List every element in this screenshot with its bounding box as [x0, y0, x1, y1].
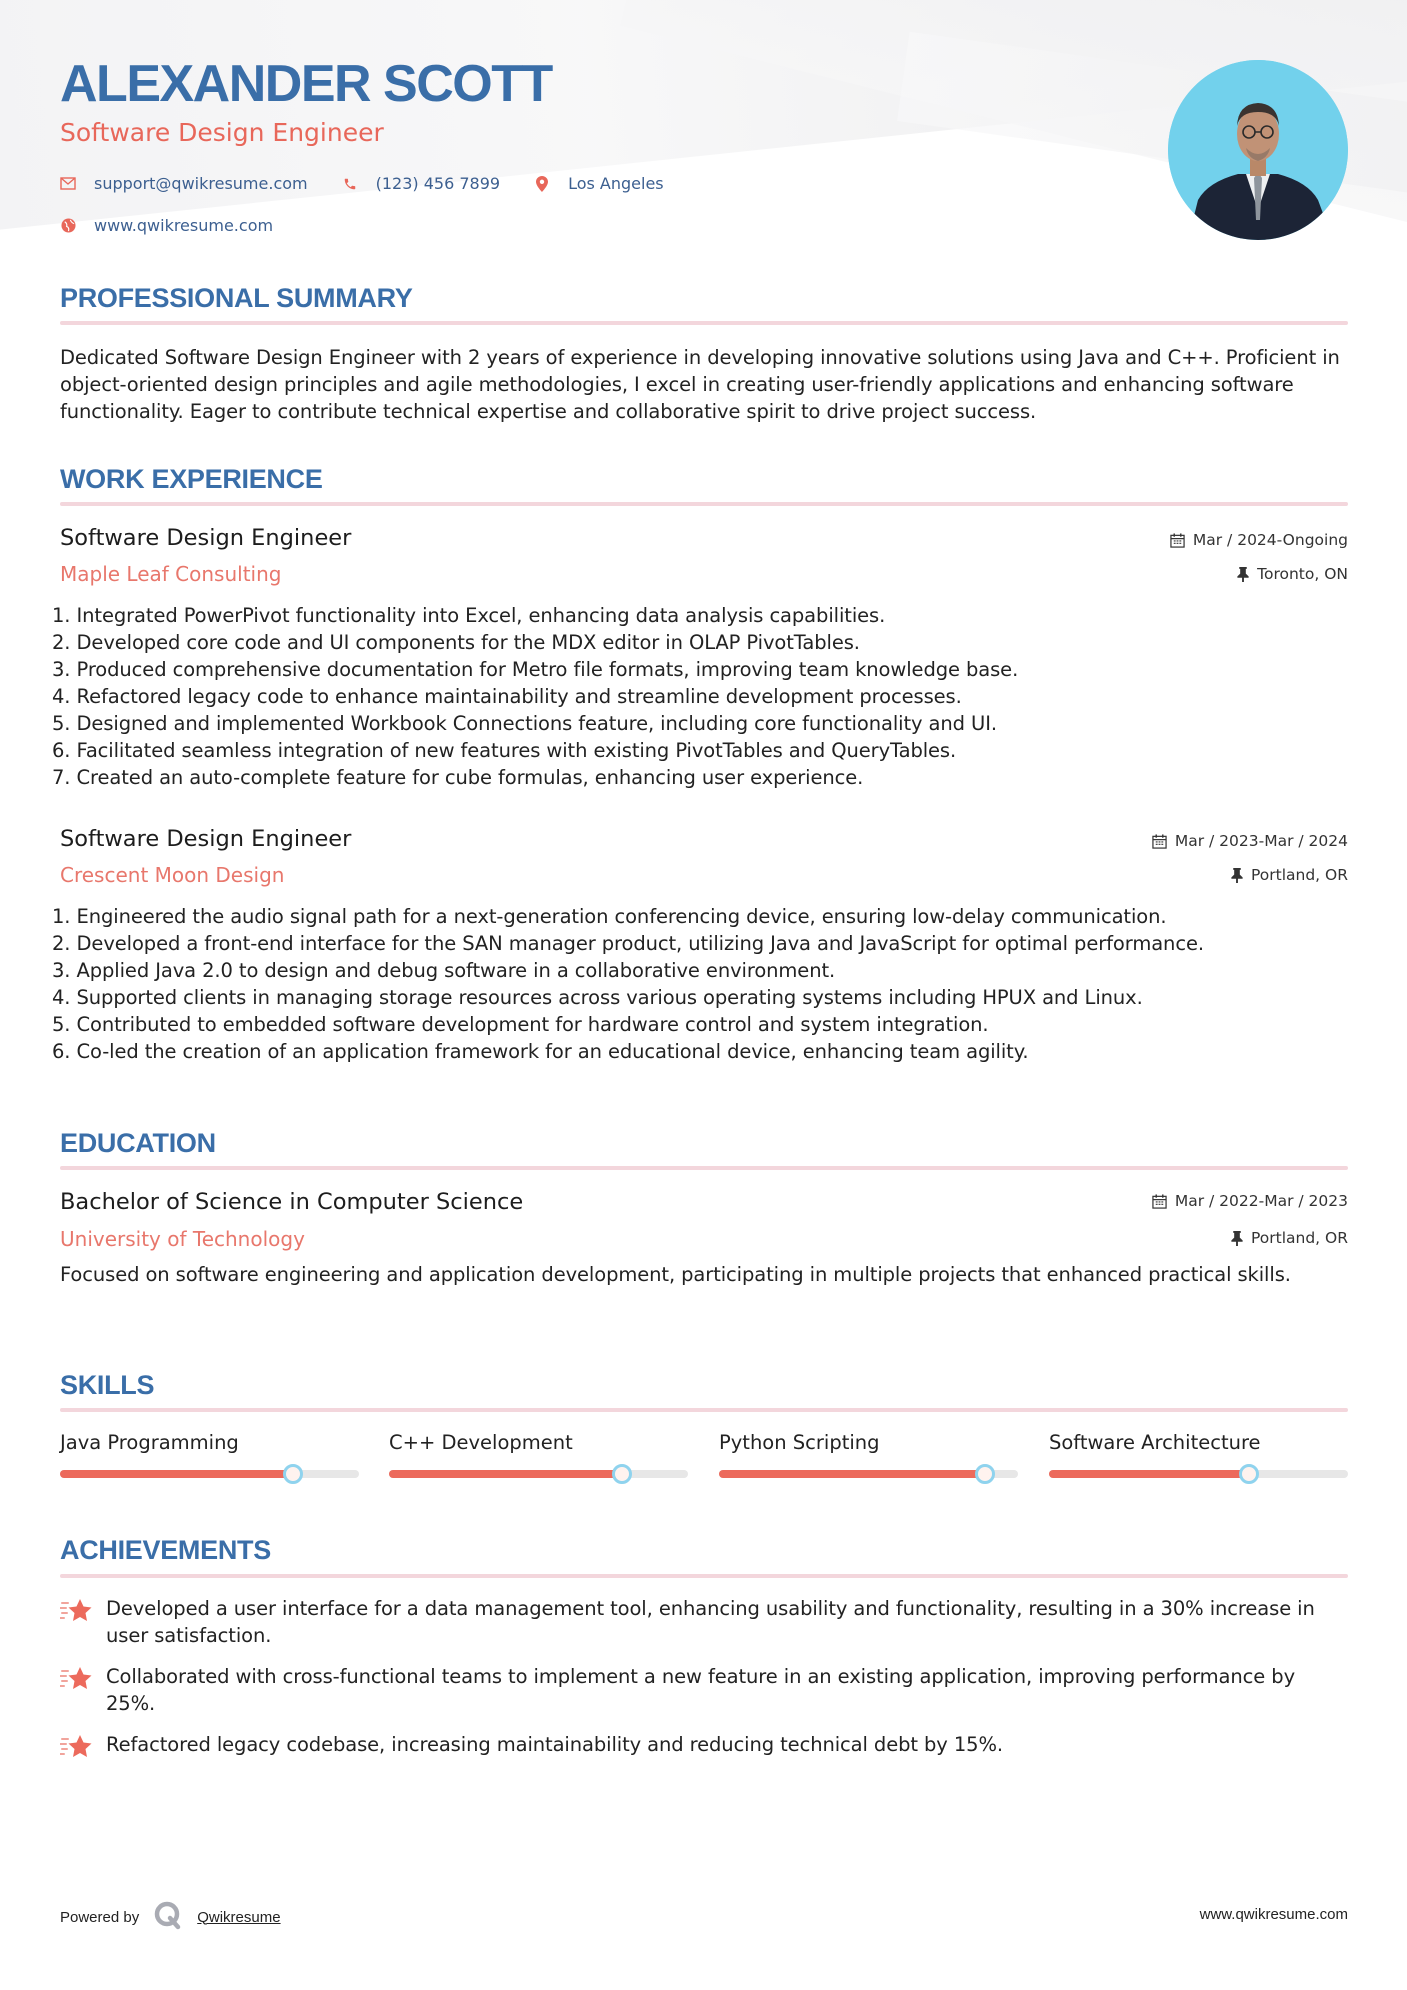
- bullet-item: 1. Engineered the audio signal path for a next-generation conferencing device, ensuring low-delay communication.: [52, 905, 1167, 928]
- footer-website[interactable]: www.qwikresume.com: [1199, 1906, 1348, 1923]
- powered-by-label: Powered by: [60, 1908, 140, 1926]
- section-title-skills: SKILLS: [60, 1370, 155, 1400]
- contact-row: [60, 174, 698, 193]
- job-bullets: [52, 903, 1352, 1065]
- skill-architecture: [1049, 1433, 1348, 1453]
- calendar-icon: [1170, 533, 1185, 548]
- achievement-item: [60, 1663, 1350, 1717]
- job-dates: [1152, 834, 1348, 850]
- bullet-item: 6. Co-led the creation of an application framework for an educational device, enhancing team agility.: [52, 1040, 1029, 1063]
- skill-knob: [283, 1464, 303, 1484]
- pushpin-icon: [1231, 868, 1243, 883]
- star-icon: [60, 1665, 96, 1717]
- job-title: Software Design Engineer: [60, 826, 352, 852]
- star-icon: [60, 1733, 96, 1765]
- skill-knob: [975, 1464, 995, 1484]
- pushpin-icon: [1231, 1231, 1243, 1246]
- skill-label: Java Programming: [60, 1431, 239, 1454]
- job-dates-text: Mar / 2024-Ongoing: [1192, 531, 1348, 549]
- skill-java: [60, 1433, 359, 1453]
- skill-knob: [612, 1464, 632, 1484]
- education-location: [1231, 1231, 1348, 1247]
- calendar-icon: [1152, 834, 1167, 849]
- skill-meter: [719, 1470, 1018, 1478]
- email-text: support@qwikresume.com: [94, 174, 308, 193]
- website-text: www.qwikresume.com: [94, 216, 274, 235]
- candidate-name: ALEXANDER SCOTT: [60, 55, 552, 113]
- bullet-item: 5. Contributed to embedded software development for hardware control and system integration.: [52, 1013, 989, 1036]
- location-text: Los Angeles: [568, 174, 664, 193]
- skill-fill: [389, 1470, 622, 1478]
- job-dates: [1170, 533, 1348, 549]
- bullet-item: 3. Produced comprehensive documentation for Metro file formats, improving team knowledge base.: [52, 658, 1019, 681]
- section-title-summary: PROFESSIONAL SUMMARY: [60, 283, 413, 313]
- education-dates: [1152, 1194, 1348, 1210]
- achievement-text: Developed a user interface for a data management tool, enhancing usability and functionality, resulting in a 30% increase in user satisfaction.: [106, 1597, 1315, 1647]
- section-divider: [60, 1408, 1348, 1412]
- school-name: University of Technology: [60, 1227, 305, 1251]
- section-title-education: EDUCATION: [60, 1128, 216, 1158]
- contact-phone[interactable]: [342, 174, 500, 193]
- skill-cpp: [389, 1433, 688, 1453]
- bullet-item: 3. Applied Java 2.0 to design and debug software in a collaborative environment.: [52, 959, 836, 982]
- achievement-text: Collaborated with cross-functional teams to implement a new feature in an existing application, improving performance by 25%.: [106, 1665, 1296, 1715]
- section-divider: [60, 1166, 1348, 1170]
- degree-title: Bachelor of Science in Computer Science: [60, 1189, 524, 1215]
- contact-location: [534, 174, 664, 193]
- company-name: Maple Leaf Consulting: [60, 562, 282, 586]
- qwikresume-logo-icon: [153, 1900, 183, 1934]
- job-title: Software Design Engineer: [60, 525, 352, 551]
- calendar-icon: [1152, 1194, 1167, 1209]
- job-location: [1231, 868, 1348, 884]
- section-divider: [60, 502, 1348, 506]
- education-location-text: Portland, OR: [1250, 1229, 1348, 1247]
- qwikresume-link[interactable]: Qwikresume: [197, 1908, 281, 1926]
- achievement-item: [60, 1595, 1350, 1649]
- education-dates-text: Mar / 2022-Mar / 2023: [1174, 1192, 1348, 1210]
- bullet-item: 4. Supported clients in managing storage resources across various operating systems including HPUX and Linux.: [52, 986, 1143, 1009]
- bullet-item: 4. Refactored legacy code to enhance maintainability and streamline development processes.: [52, 685, 962, 708]
- section-divider: [60, 321, 1348, 325]
- achievement-item: [60, 1731, 1350, 1765]
- job-dates-text: Mar / 2023-Mar / 2024: [1174, 832, 1348, 850]
- globe-icon: [60, 218, 76, 234]
- skill-label: Software Architecture: [1049, 1431, 1261, 1454]
- contact-row-2: [60, 216, 307, 235]
- job-location-text: Portland, OR: [1250, 866, 1348, 884]
- skill-knob: [1239, 1464, 1259, 1484]
- skill-label: Python Scripting: [719, 1431, 880, 1454]
- contact-website[interactable]: [60, 216, 273, 235]
- bullet-item: 2. Developed a front-end interface for the SAN manager product, utilizing Java and JavaScript for optimal performance.: [52, 932, 1204, 955]
- summary-text: Dedicated Software Design Engineer with 2 years of experience in developing innovative solutions using Java and C++. Proficient in object-oriented design principles and agile methodologies, I excel in creating user-friendly applications and enhancing software functionality. Eager to contribute technical expertise and collaborative spirit to drive project success.: [60, 346, 1340, 423]
- bullet-item: 1. Integrated PowerPivot functionality into Excel, enhancing data analysis capabilities.: [52, 604, 886, 627]
- job-location-text: Toronto, ON: [1257, 565, 1348, 583]
- bullet-item: 5. Designed and implemented Workbook Connections feature, including core functionality and UI.: [52, 712, 997, 735]
- bullet-item: 6. Facilitated seamless integration of new features with existing PivotTables and QueryTables.: [52, 739, 957, 762]
- map-pin-icon: [534, 176, 550, 192]
- company-name: Crescent Moon Design: [60, 863, 285, 887]
- section-divider: [60, 1574, 1348, 1578]
- skill-meter: [1049, 1470, 1348, 1478]
- bullet-item: 7. Created an auto-complete feature for cube formulas, enhancing user experience.: [52, 766, 864, 789]
- footer-powered-by: [60, 1900, 281, 1934]
- candidate-role: Software Design Engineer: [60, 118, 384, 147]
- job-location: [1237, 567, 1348, 583]
- profile-photo: [1168, 60, 1348, 240]
- skill-label: C++ Development: [389, 1431, 573, 1454]
- achievement-text: Refactored legacy codebase, increasing maintainability and reducing technical debt by 15%.: [106, 1733, 1003, 1756]
- pushpin-icon: [1237, 567, 1249, 582]
- phone-icon: [342, 176, 358, 192]
- skill-fill: [60, 1470, 293, 1478]
- contact-email[interactable]: [60, 174, 308, 193]
- envelope-icon: [60, 176, 76, 192]
- section-title-experience: WORK EXPERIENCE: [60, 464, 323, 494]
- skill-fill: [719, 1470, 985, 1478]
- star-icon: [60, 1597, 96, 1649]
- bullet-item: 2. Developed core code and UI components for the MDX editor in OLAP PivotTables.: [52, 631, 860, 654]
- education-description: Focused on software engineering and application development, participating in multiple projects that enhanced practical skills.: [60, 1263, 1291, 1286]
- section-title-achievements: ACHIEVEMENTS: [60, 1535, 271, 1565]
- skill-fill: [1049, 1470, 1249, 1478]
- skill-python: [719, 1433, 1018, 1453]
- phone-text: (123) 456 7899: [375, 174, 501, 193]
- skill-meter: [389, 1470, 688, 1478]
- job-bullets: [52, 602, 1352, 791]
- skill-meter: [60, 1470, 359, 1478]
